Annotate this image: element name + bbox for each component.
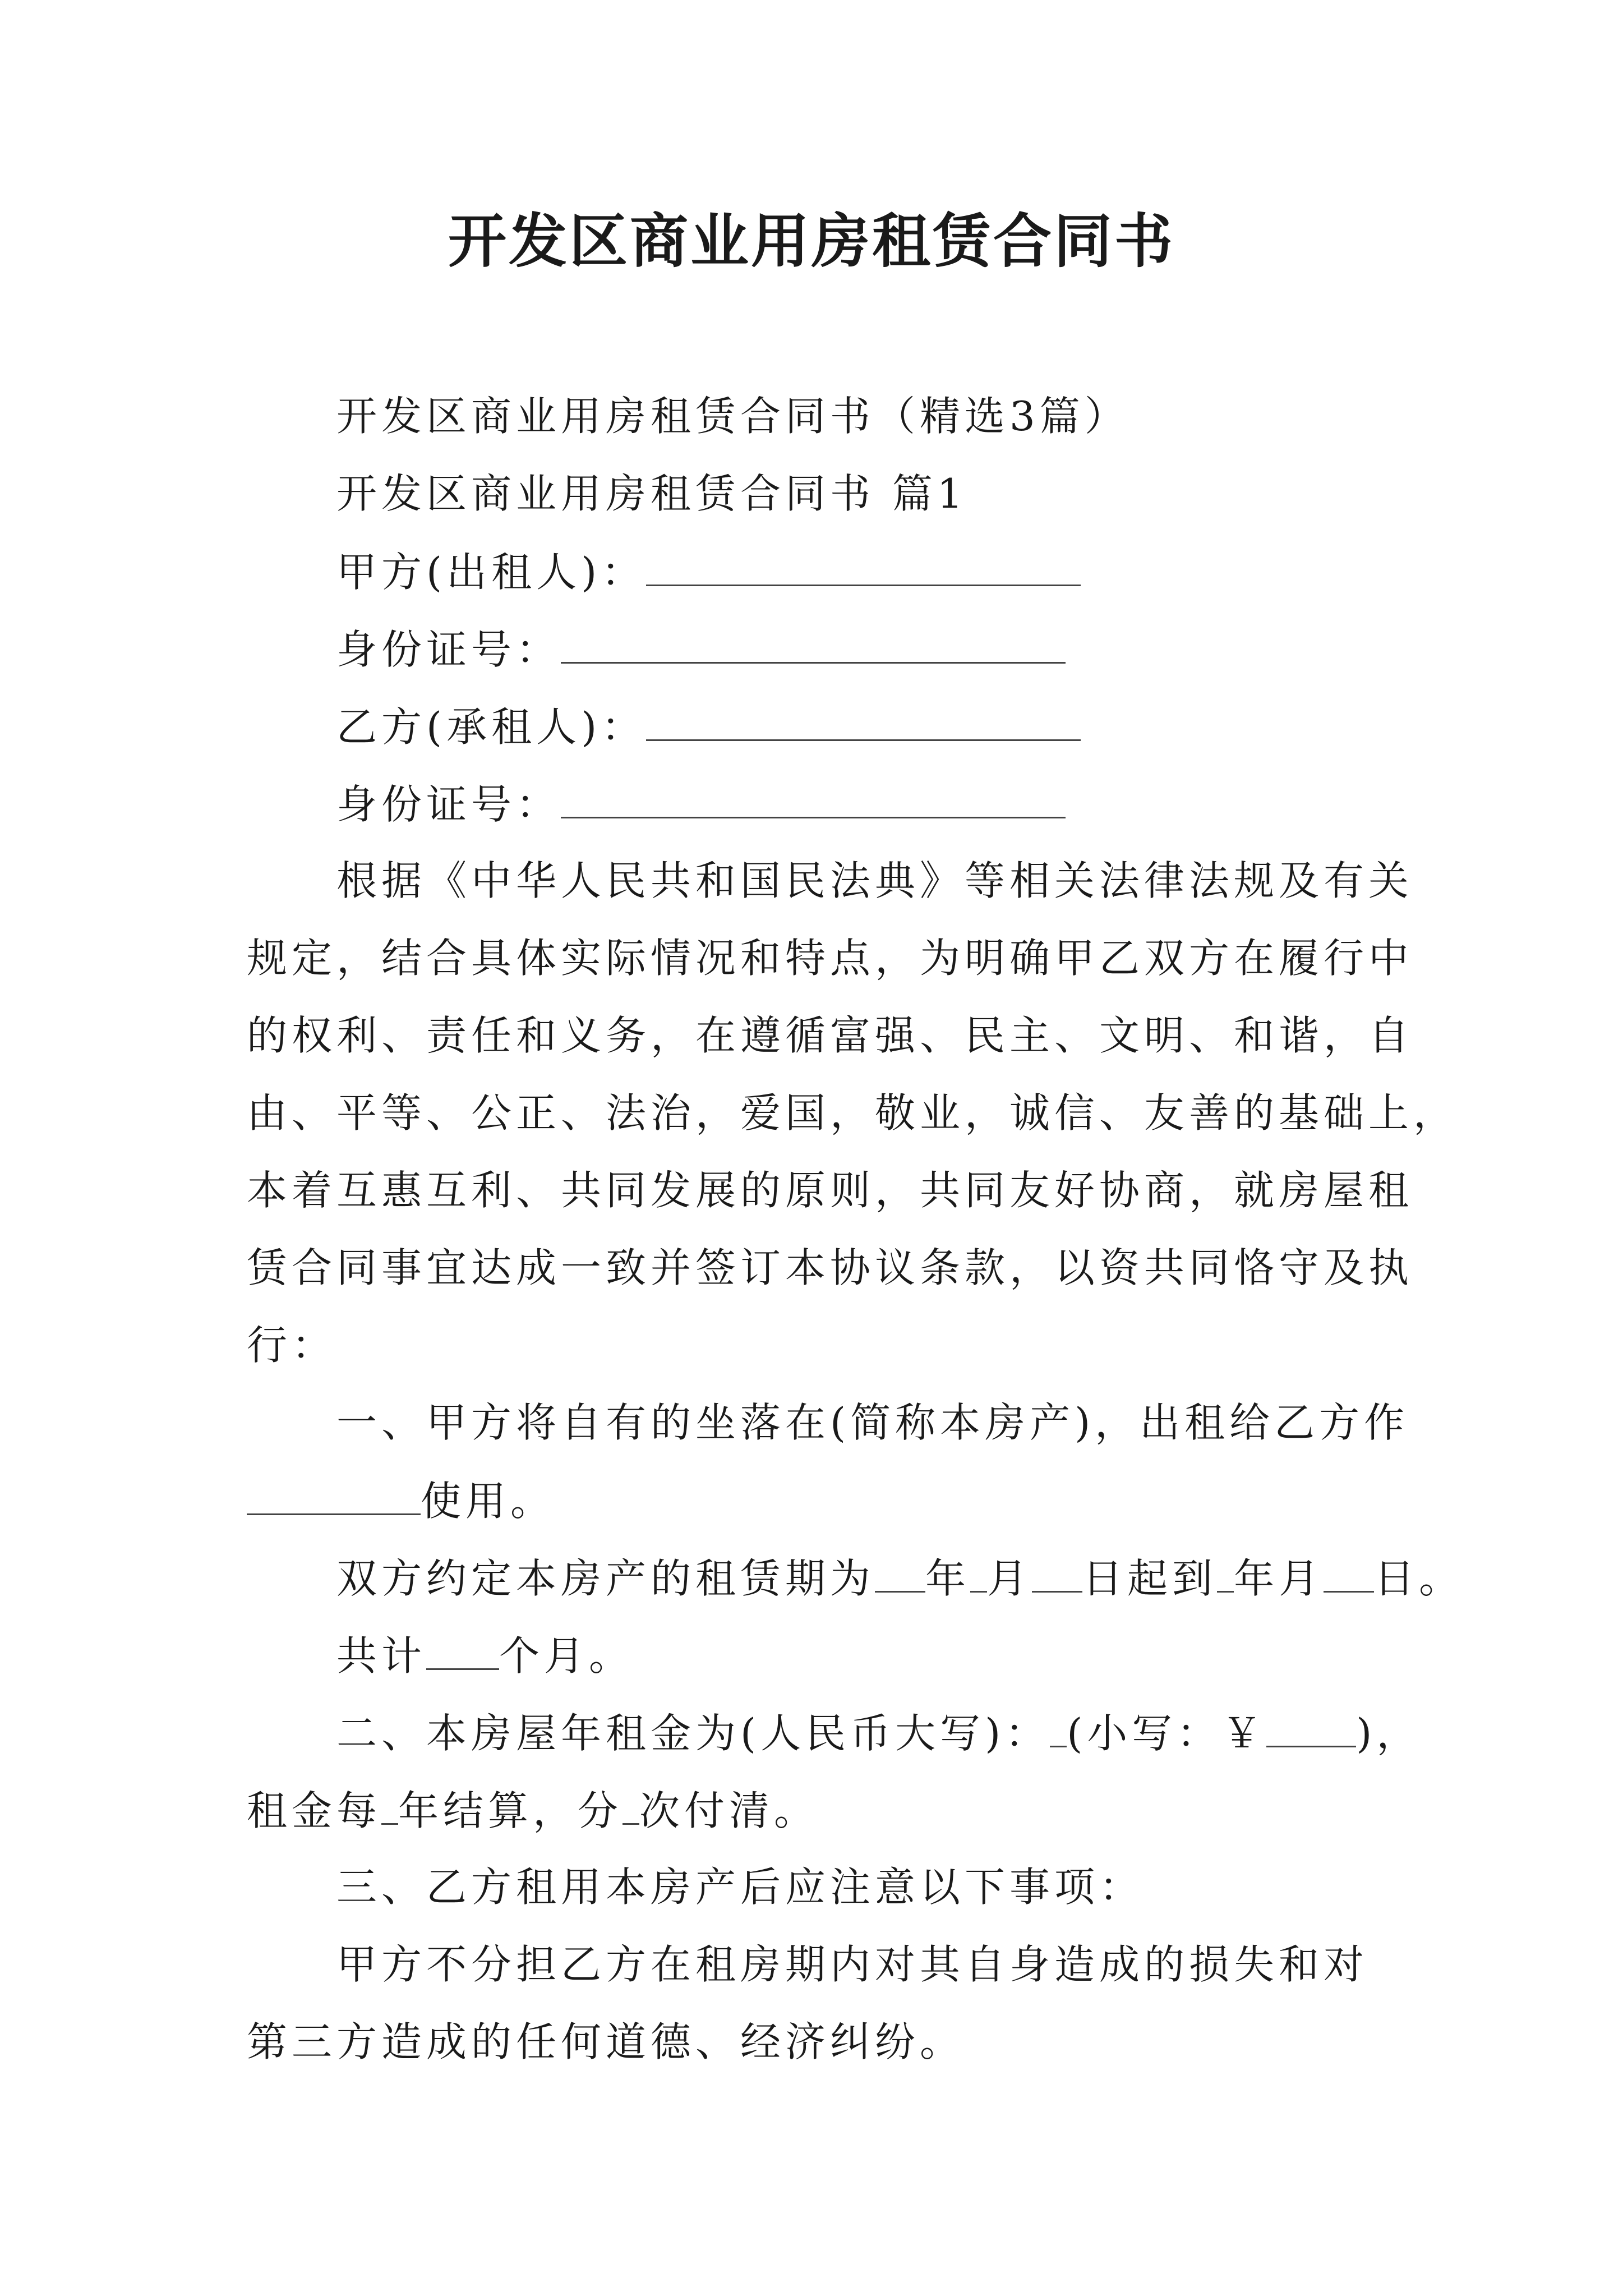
term-blank: [1032, 1549, 1082, 1593]
clause2-text: 二、本房屋年租金为(人民币大写)：: [336, 1710, 1050, 1757]
rent-blank: [1050, 1704, 1067, 1747]
preamble-line: 规定，结合具体实际情况和特点，为明确甲乙双方在履行中: [247, 935, 1414, 982]
clause2-text: 次付清。: [639, 1787, 819, 1834]
party-b-blank: [646, 698, 1081, 741]
term-line: [336, 1549, 1464, 1607]
party-a-id-label: 身份证号：: [336, 626, 561, 673]
clause3-line2: 第三方造成的任何道德、经济纠纷。: [247, 2018, 965, 2065]
preamble-line: 赁合同事宜达成一致并签订本协议条款，以资共同恪守及执: [247, 1244, 1414, 1291]
term-blank: [875, 1549, 925, 1593]
preamble-line: 本着互惠互利、共同发展的原则，共同友好协商，就房屋租: [247, 1167, 1414, 1214]
term-text: 日。: [1374, 1555, 1464, 1602]
clause1-line2: [247, 1472, 555, 1529]
term-total-prefix: 共计: [336, 1632, 427, 1680]
party-b-label: 乙方(承租人)：: [336, 703, 647, 751]
part-heading: 开发区商业用房租赁合同书 篇1: [336, 470, 967, 517]
clause3-heading: 三、乙方租用本房产后应注意以下事项：: [336, 1864, 1145, 1911]
clause3-line1: 甲方不分担乙方在租房期内对其自身造成的损失和对: [336, 1941, 1369, 1988]
term-blank: [970, 1549, 987, 1593]
party-a-blank: [646, 543, 1081, 586]
party-b-line: [336, 698, 1081, 755]
clause2-text: 租金每: [247, 1787, 382, 1834]
preamble-line: 的权利、责任和义务，在遵循富强、民主、文明、和谐，自: [247, 1012, 1414, 1059]
term-text: 日起到: [1082, 1555, 1218, 1602]
clause2-line1: [336, 1704, 1421, 1761]
settle-blank: [381, 1782, 398, 1825]
installment-blank: [623, 1782, 639, 1825]
term-text: 年月: [1234, 1555, 1324, 1602]
party-a-line: [336, 543, 1081, 600]
rent-amount-blank: [1266, 1704, 1356, 1747]
party-b-id-line: [336, 775, 1066, 832]
usage-blank: [247, 1472, 421, 1515]
document-subtitle: 开发区商业用房租赁合同书（精选3篇）: [336, 393, 1129, 440]
preamble-line: 根据《中华人民共和国民法典》等相关法律法规及有关: [336, 857, 1414, 904]
term-blank: [1324, 1549, 1374, 1593]
term-text: 双方约定本房产的租赁期为: [336, 1555, 875, 1602]
term-text: 月: [987, 1555, 1032, 1602]
party-b-id-label: 身份证号：: [336, 781, 561, 828]
preamble-line: 行：: [247, 1322, 337, 1369]
term-text: 年: [925, 1555, 971, 1602]
clause2-text: (小写：￥: [1067, 1710, 1267, 1757]
term-blank: [1217, 1549, 1234, 1593]
clause1-line2-text: 使用。: [421, 1478, 556, 1525]
preamble-line: 由、平等、公正、法治，爱国，敬业，诚信、友善的基础上，: [247, 1089, 1459, 1137]
party-a-id-line: [336, 620, 1066, 678]
term-total-line: [336, 1627, 634, 1684]
clause2-line2: [247, 1782, 819, 1839]
clause1-line1: 一、甲方将自有的坐落在(简称本房产)，出租给乙方作: [336, 1399, 1409, 1446]
party-a-id-blank: [561, 620, 1066, 664]
party-b-id-blank: [561, 775, 1066, 818]
term-total-suffix: 个月。: [499, 1632, 634, 1680]
clause2-text: )，: [1356, 1710, 1422, 1757]
clause2-text: 年结算，分: [398, 1787, 623, 1834]
document-title: 开发区商业用房租赁合同书: [448, 207, 1175, 275]
party-a-label: 甲方(出租人)：: [336, 549, 647, 596]
term-total-blank: [426, 1627, 499, 1670]
